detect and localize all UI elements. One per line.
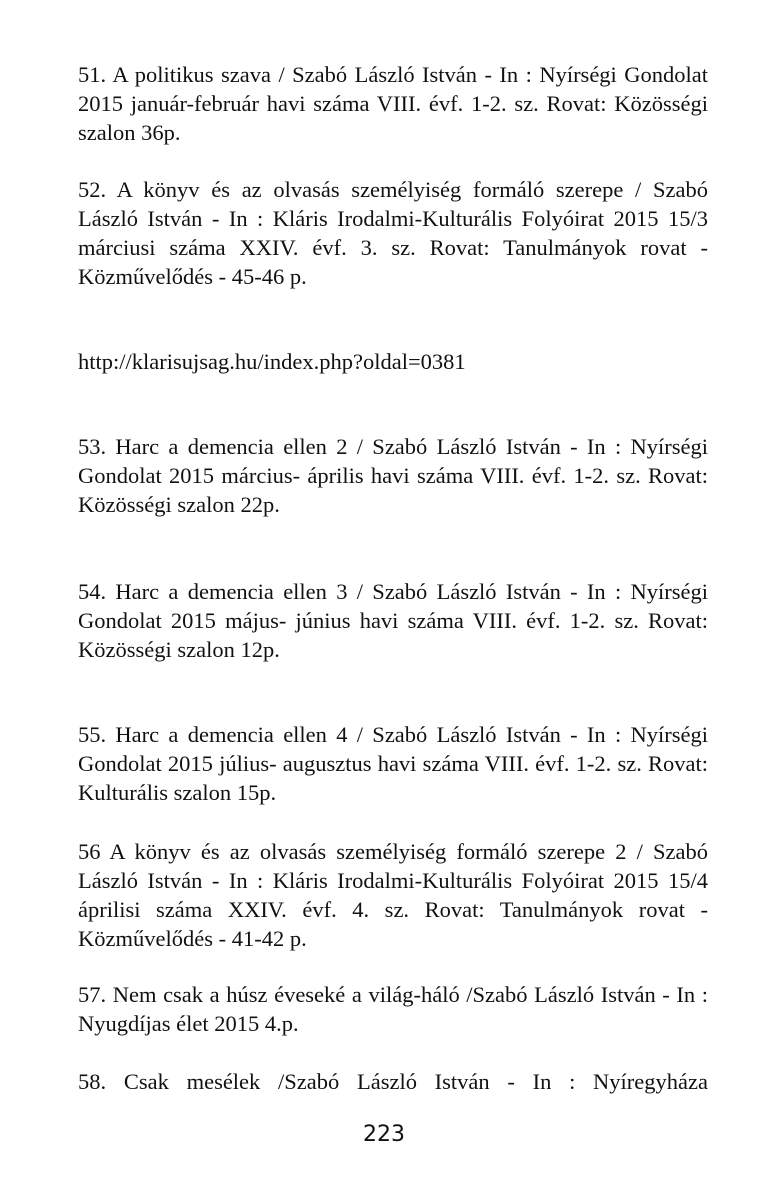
entry-57: 57. Nem csak a húsz éveseké a világ-háló /Szabó László István - In : Nyugdíjas élet 2015 4.p. — [78, 982, 708, 1036]
entry-55: 55. Harc a demencia ellen 4 / Szabó László István - In : Nyírségi Gondolat 2015 július- augusztus havi száma VIII. évf. 1-2. sz. Rovat: Kulturális szalon 15p. — [78, 722, 708, 805]
entry-53: 53. Harc a demencia ellen 2 / Szabó László István - In : Nyírségi Gondolat 2015 március- április havi száma VIII. évf. 1-2. sz. Rovat: Közösségi szalon 22p. — [78, 434, 708, 517]
entry-51: 51. A politikus szava / Szabó László István - In : Nyírségi Gondolat 2015 január-február havi száma VIII. évf. 1-2. sz. Rovat: Közösségi szalon 36p. — [78, 62, 708, 145]
entry-58: 58. Csak mesélek /Szabó László István - In : Nyíregyháza — [78, 1069, 708, 1094]
entry-54: 54. Harc a demencia ellen 3 / Szabó László István - In : Nyírségi Gondolat 2015 május- június havi száma VIII. évf. 1-2. sz. Rovat: Közösségi szalon 12p. — [78, 579, 708, 662]
reference-link[interactable]: http://klarisujsag.hu/index.php?oldal=0381 — [78, 349, 466, 374]
entry-52: 52. A könyv és az olvasás személyiség formáló szerepe / Szabó László István - In : Kláris Irodalmi-Kulturális Folyóirat 2015 15/3 márciusi száma XXIV. évf. 3. sz. Rovat: Tanulmányok rovat - Közművelődés - 45-46 p. — [78, 177, 708, 289]
page-number: 223 — [363, 1122, 405, 1147]
entry-56: 56 A könyv és az olvasás személyiség formáló szerepe 2 / Szabó László István - In : Kláris Irodalmi-Kulturális Folyóirat 2015 15/4 áprilisi száma XXIV. évf. 4. sz. Rovat: Tanulmányok rovat - Közművelődés - 41-42 p. — [78, 839, 708, 951]
